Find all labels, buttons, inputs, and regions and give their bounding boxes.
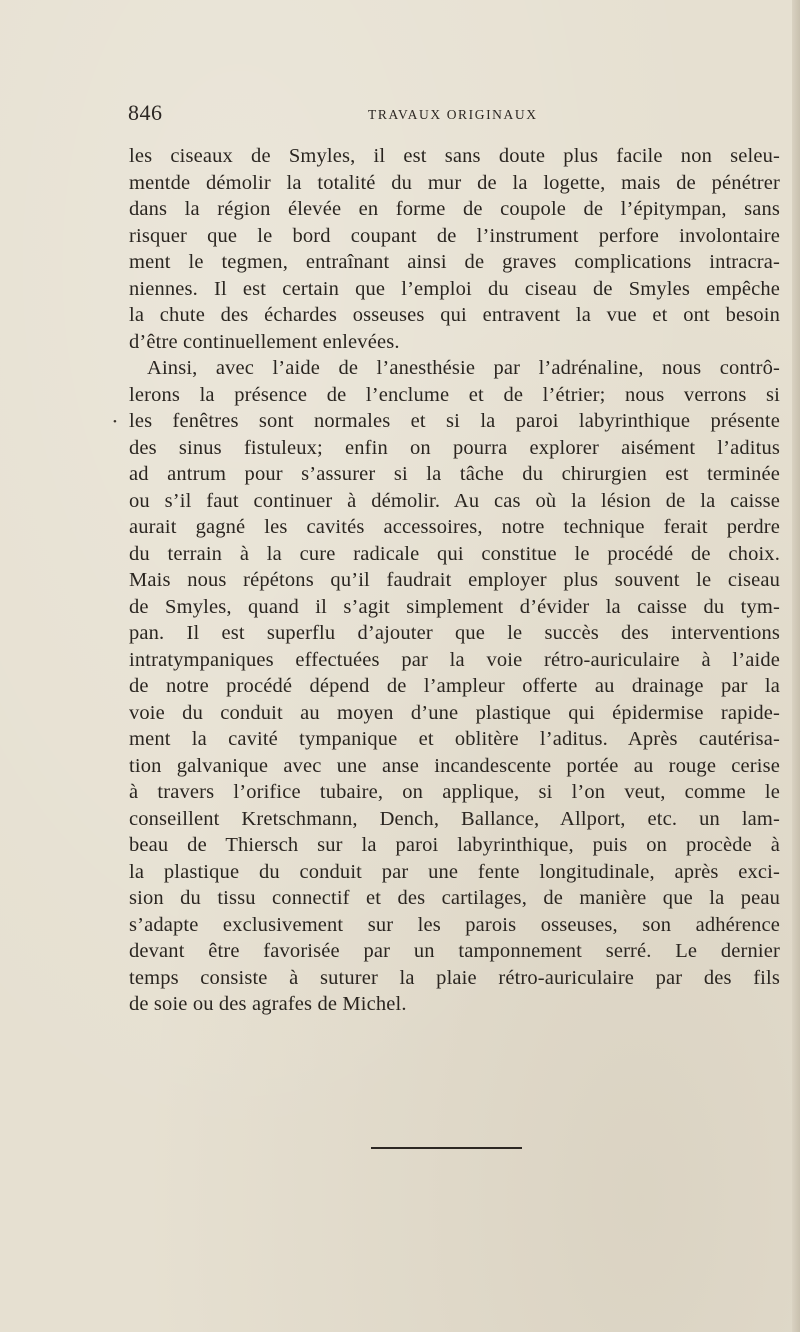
text-line: tion galvanique avec une anse incandescente portée au rouge cerise: [129, 754, 780, 777]
text-line: temps consiste à suturer la plaie rétro-auriculaire par des fils: [129, 966, 780, 989]
text-line: de notre procédé dépend de l’ampleur offerte au drainage par la: [129, 675, 780, 697]
text-line: des sinus fistuleux; enfin on pourra explorer aisément l’aditus: [129, 436, 780, 459]
text-line: pan. Il est superflu d’ajouter que le succès des interventions: [129, 622, 780, 644]
text-line: s’adapte exclusivement sur les parois osseuses, son adhérence: [129, 913, 780, 936]
text-line: risquer que le bord coupant de l’instrument perfore involontaire: [129, 224, 780, 247]
section-divider: [371, 1147, 522, 1149]
text-line: lerons la présence de l’enclume et de l’étrier; nous verrons si: [129, 383, 780, 406]
page-edge: [792, 0, 800, 1332]
text-line: devant être favorisée par un tamponnement serré. Le dernier: [129, 940, 780, 962]
text-line: beau de Thiersch sur la paroi labyrinthique, puis on procède à: [129, 834, 780, 856]
margin-mark: •: [113, 416, 117, 428]
text-line: ad antrum pour s’assurer si la tâche du chirurgien est terminée: [129, 463, 780, 485]
text-line: ment la cavité tympanique et oblitère l’aditus. Après cautérisa-: [129, 728, 780, 750]
text-line: dans la région élevée en forme de coupole de l’épitympan, sans: [129, 198, 780, 220]
text-line: du terrain à la cure radicale qui constitue le procédé de choix.: [129, 542, 780, 565]
page-number: 846: [128, 100, 163, 125]
text-line: ou s’il faut continuer à démolir. Au cas où la lésion de la caisse: [129, 489, 780, 512]
text-line: voie du conduit au moyen d’une plastique qui épidermise rapide-: [129, 701, 780, 724]
text-line: Mais nous répétons qu’il faudrait employer plus souvent le ciseau: [129, 569, 780, 591]
text-line: la plastique du conduit par une fente longitudinale, après exci-: [129, 860, 780, 883]
page-header: [128, 100, 778, 130]
text-line: sion du tissu connectif et des cartilages, de manière que la peau: [129, 887, 780, 909]
text-line: Ainsi, avec l’aide de l’anesthésie par l’adrénaline, nous contrô-: [147, 357, 780, 379]
text-line: à travers l’orifice tubaire, on applique, si l’on veut, comme le: [129, 781, 780, 803]
text-line: de soie ou des agrafes de Michel.: [129, 993, 407, 1015]
text-line: ment le tegmen, entraînant ainsi de graves complications intracra-: [129, 251, 780, 273]
text-line: niennes. Il est certain que l’emploi du ciseau de Smyles empêche: [129, 277, 780, 300]
text-line: mentde démolir la totalité du mur de la logette, mais de pénétrer: [129, 171, 780, 194]
text-line: conseillent Kretschmann, Dench, Ballance, Allport, etc. un lam-: [129, 807, 780, 830]
text-line: la chute des échardes osseuses qui entravent la vue et ont besoin: [129, 304, 780, 326]
text-line: les fenêtres sont normales et si la paroi labyrinthique présente: [129, 410, 780, 432]
running-head: TRAVAUX ORIGINAUX: [368, 107, 538, 122]
body-text: [129, 143, 780, 1018]
text-line: les ciseaux de Smyles, il est sans doute plus facile non seleu-: [129, 145, 780, 167]
text-line: d’être continuellement enlevées.: [129, 330, 400, 353]
text-line: de Smyles, quand il s’agit simplement d’évider la caisse du tym-: [129, 595, 780, 618]
text-line: intratympaniques effectuées par la voie rétro-auriculaire à l’aide: [129, 648, 780, 671]
text-line: aurait gagné les cavités accessoires, notre technique ferait perdre: [129, 516, 780, 538]
